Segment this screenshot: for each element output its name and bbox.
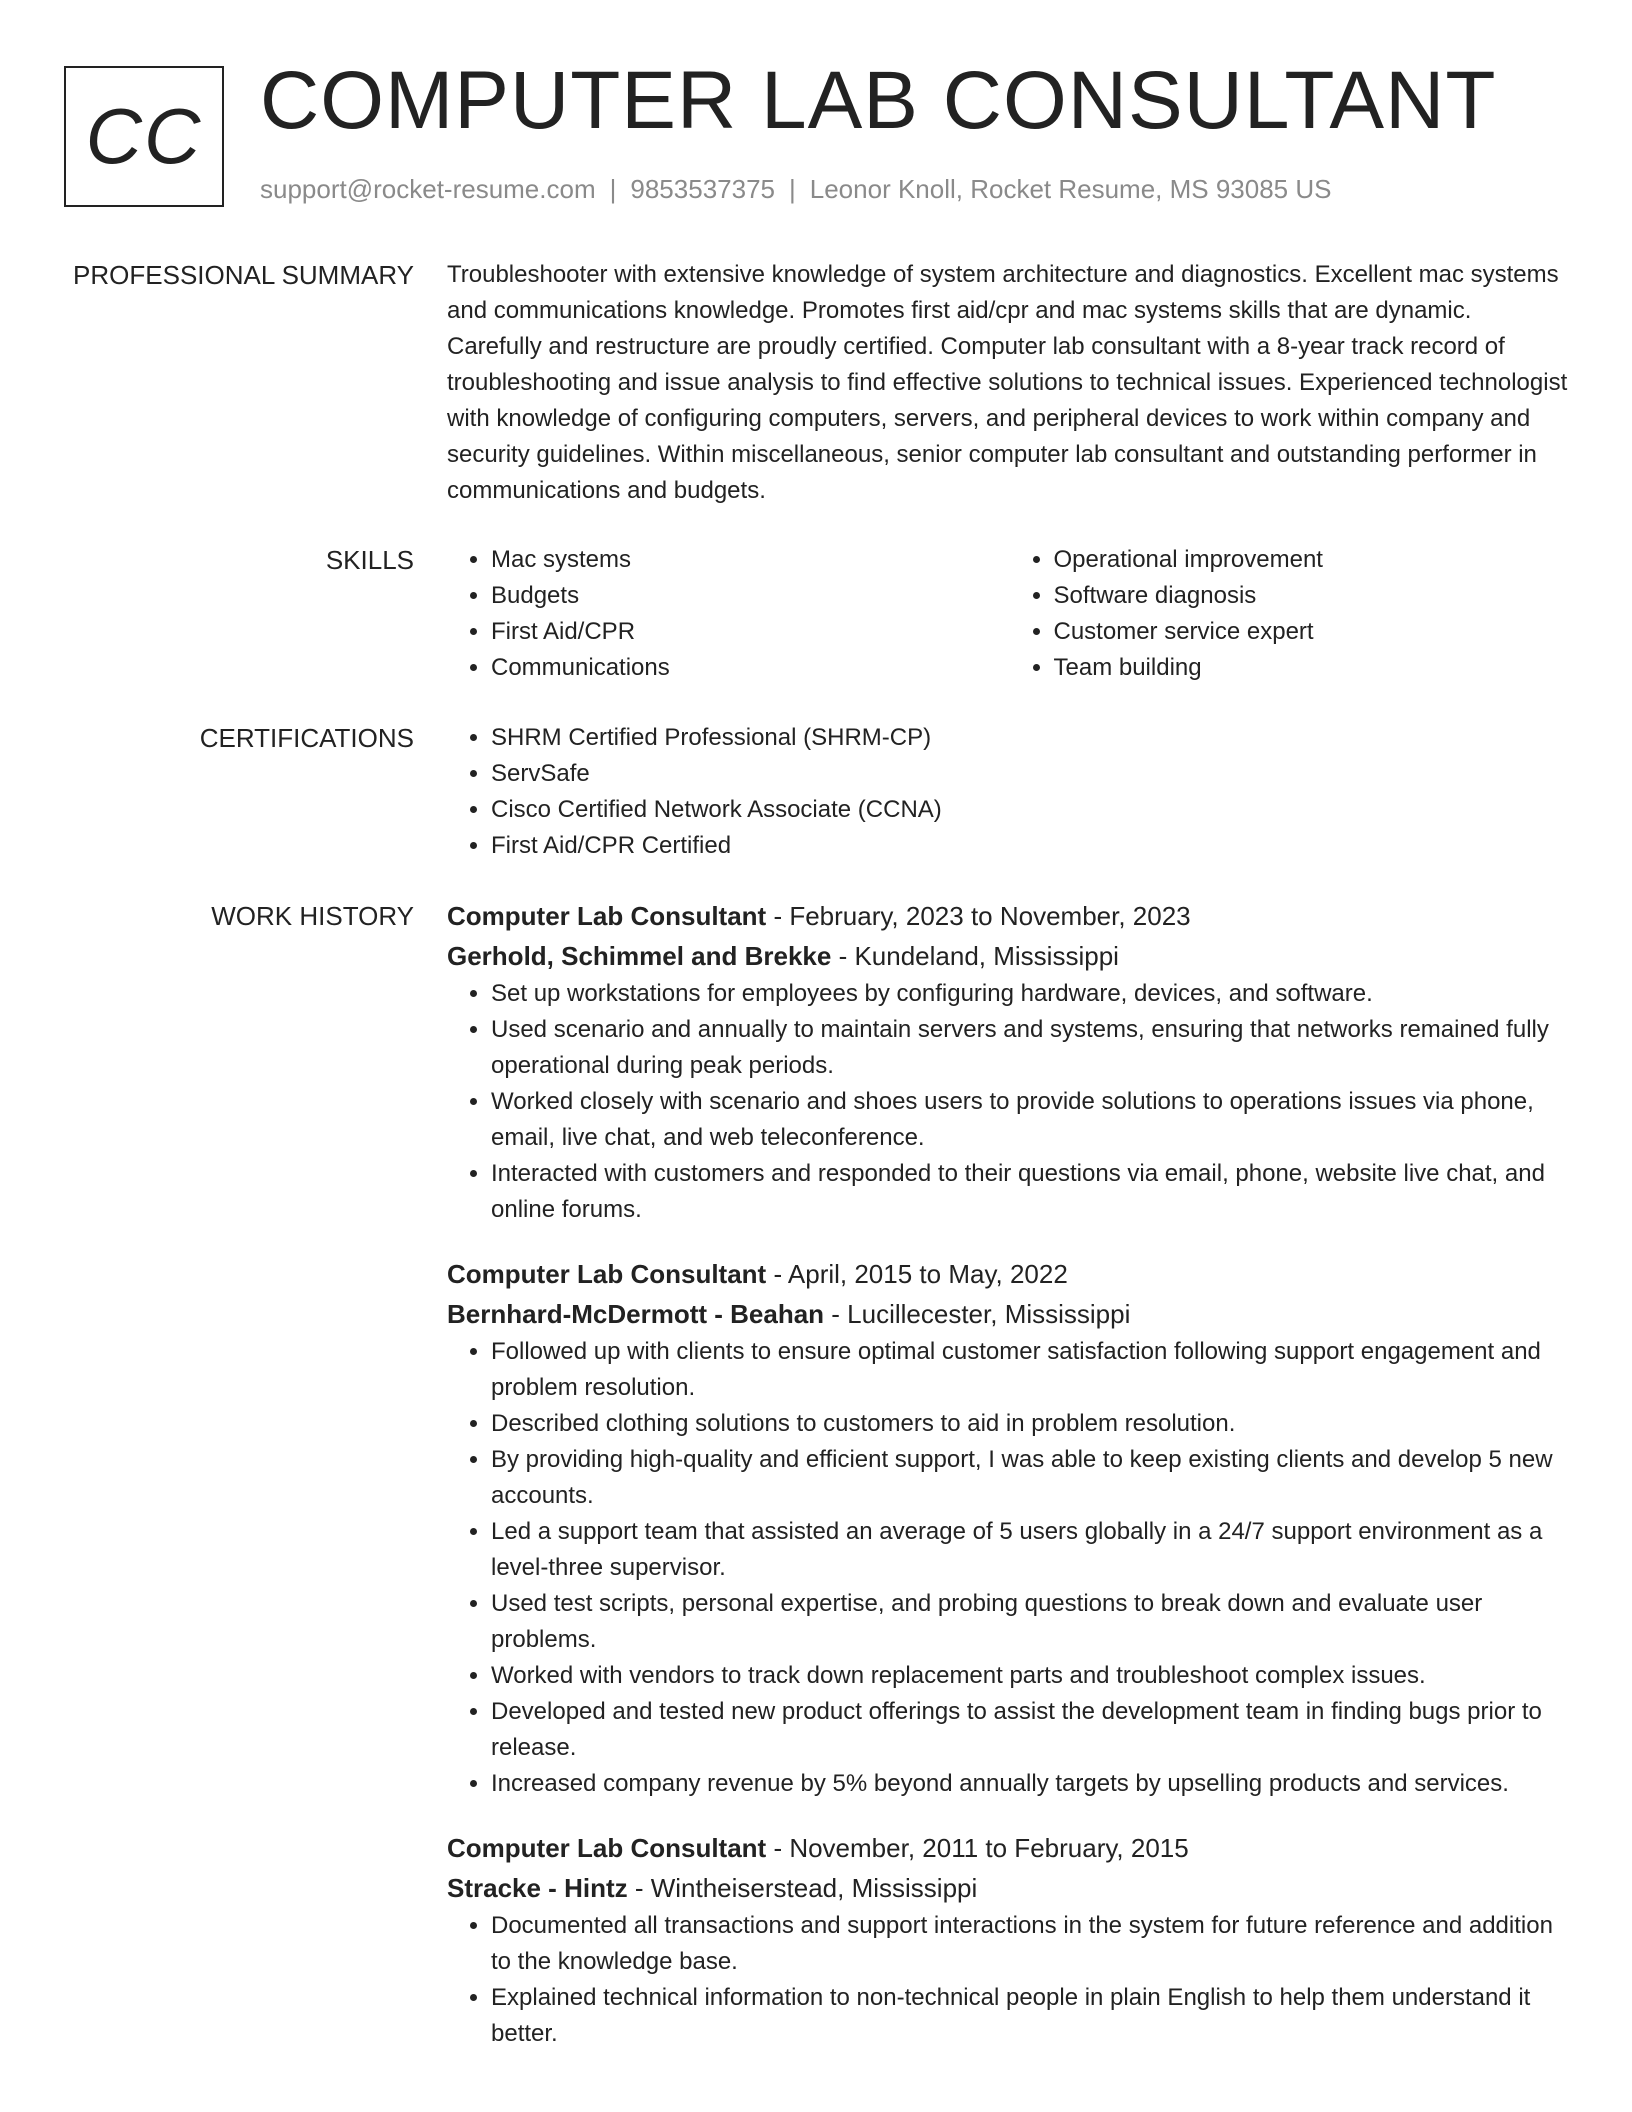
job-dates: - November, 2011 to February, 2015 [766, 1833, 1189, 1863]
skills-list-left [447, 542, 1010, 686]
contact-separator: | [789, 174, 796, 204]
job-duties-list [447, 976, 1572, 1228]
job-title: Computer Lab Consultant [447, 901, 767, 931]
list-item: • Described clothing solutions to customers to aid in problem resolution. [491, 1406, 1572, 1442]
monogram-badge: CC [64, 66, 224, 207]
list-item: • Budgets [491, 578, 1010, 614]
list-item: • Developed and tested new product offerings to assist the development team in finding bugs prior to release. [491, 1694, 1572, 1766]
list-item: • Explained technical information to non-technical people in plain English to help them understand it better. [491, 1980, 1572, 2052]
list-item: • Documented all transactions and support interactions in the system for future reference and addition to the knowledge base. [491, 1908, 1572, 1980]
section-label-work-history: WORK HISTORY [211, 901, 414, 931]
job-dates: - February, 2023 to November, 2023 [766, 901, 1191, 931]
job-entry [447, 1254, 1572, 1802]
contact-separator: | [609, 174, 617, 204]
list-item: • Cisco Certified Network Associate (CCNA) [491, 792, 1572, 828]
list-item: • Followed up with clients to ensure optimal customer satisfaction following support engagement and problem resolution. [491, 1334, 1572, 1406]
job-dates: - April, 2015 to May, 2022 [766, 1259, 1068, 1289]
list-item: • First Aid/CPR [491, 614, 1010, 650]
section-label-skills: SKILLS [325, 545, 414, 575]
job-location: - Kundeland, Mississippi [831, 941, 1119, 971]
list-item: • Increased company revenue by 5% beyond annually targets by upselling products and services. [491, 1766, 1572, 1802]
list-item: • SHRM Certified Professional (SHRM-CP) [491, 720, 1572, 756]
job-title-line [447, 896, 1572, 936]
job-title-line [447, 1828, 1572, 1868]
list-item: • Led a support team that assisted an average of 5 users globally in a 24/7 support environment as a level-three supervisor. [491, 1514, 1572, 1586]
list-item: • Worked with vendors to track down replacement parts and troubleshoot complex issues. [491, 1658, 1572, 1694]
skills-columns [447, 542, 1572, 686]
resume-title: COMPUTER LAB CONSULTANT [260, 55, 1497, 146]
section-label-summary: PROFESSIONAL SUMMARY [73, 260, 414, 290]
job-location: - Lucillecester, Mississippi [824, 1299, 1131, 1329]
job-company-line [447, 1868, 1572, 1908]
skills-body [447, 542, 1572, 686]
skills-list-right [1010, 542, 1573, 686]
contact-phone: 9853537375 [630, 174, 775, 204]
job-entry [447, 896, 1572, 1228]
job-company: Gerhold, Schimmel and Brekke [447, 941, 832, 971]
list-item: • Operational improvement [1054, 542, 1573, 578]
list-item: • First Aid/CPR Certified [491, 828, 1572, 864]
job-company-line [447, 936, 1572, 976]
section-label-certifications: CERTIFICATIONS [199, 723, 414, 753]
work-history-body [447, 896, 1572, 2052]
job-company-line [447, 1294, 1572, 1334]
list-item: • Interacted with customers and responded to their questions via email, phone, website live chat, and online forums. [491, 1156, 1572, 1228]
job-duties-list [447, 1908, 1572, 2052]
certifications-list [447, 720, 1572, 864]
list-item: • Used test scripts, personal expertise, and probing questions to break down and evaluate user problems. [491, 1586, 1572, 1658]
list-item: • Worked closely with scenario and shoes users to provide solutions to operations issues via phone, email, live chat, and web teleconference. [491, 1084, 1572, 1156]
list-item: • Mac systems [491, 542, 1010, 578]
job-entry [447, 1828, 1572, 2052]
list-item: • Used scenario and annually to maintain servers and systems, ensuring that networks remained fully operational during peak periods. [491, 1012, 1572, 1084]
job-company: Bernhard-McDermott - Beahan [447, 1299, 825, 1329]
contact-line [260, 174, 1331, 205]
job-title: Computer Lab Consultant [447, 1833, 767, 1863]
job-company: Stracke - Hintz [447, 1873, 628, 1903]
job-duties-list [447, 1334, 1572, 1802]
list-item: • Set up workstations for employees by configuring hardware, devices, and software. [491, 976, 1572, 1012]
job-title-line [447, 1254, 1572, 1294]
list-item: • Team building [1054, 650, 1573, 686]
list-item: • Communications [491, 650, 1010, 686]
job-title: Computer Lab Consultant [447, 1259, 767, 1289]
contact-email: support@rocket-resume.com [260, 174, 596, 204]
summary-text: Troubleshooter with extensive knowledge of system architecture and diagnostics. Excellent mac systems and communications knowledge. Promotes first aid/cpr and mac systems skills that are dynamic. Carefully and restructure are proudly certified. Computer lab consultant with a 8-year track record of troubleshooting and issue analysis to find effective solutions to technical issues. Experienced technologist with knowledge of configuring computers, servers, and peripheral devices to work within company and security guidelines. Within miscellaneous, senior computer lab consultant and outstanding performer in communications and budgets. [447, 261, 1568, 504]
job-location: - Wintheiserstead, Mississippi [627, 1873, 978, 1903]
certifications-body [447, 720, 1572, 864]
list-item: • ServSafe [491, 756, 1572, 792]
list-item: • Software diagnosis [1054, 578, 1573, 614]
list-item: • By providing high-quality and efficient support, I was able to keep existing clients and develop 5 new accounts. [491, 1442, 1572, 1514]
contact-address: Leonor Knoll, Rocket Resume, MS 93085 US [809, 174, 1332, 204]
list-item: • Customer service expert [1054, 614, 1573, 650]
